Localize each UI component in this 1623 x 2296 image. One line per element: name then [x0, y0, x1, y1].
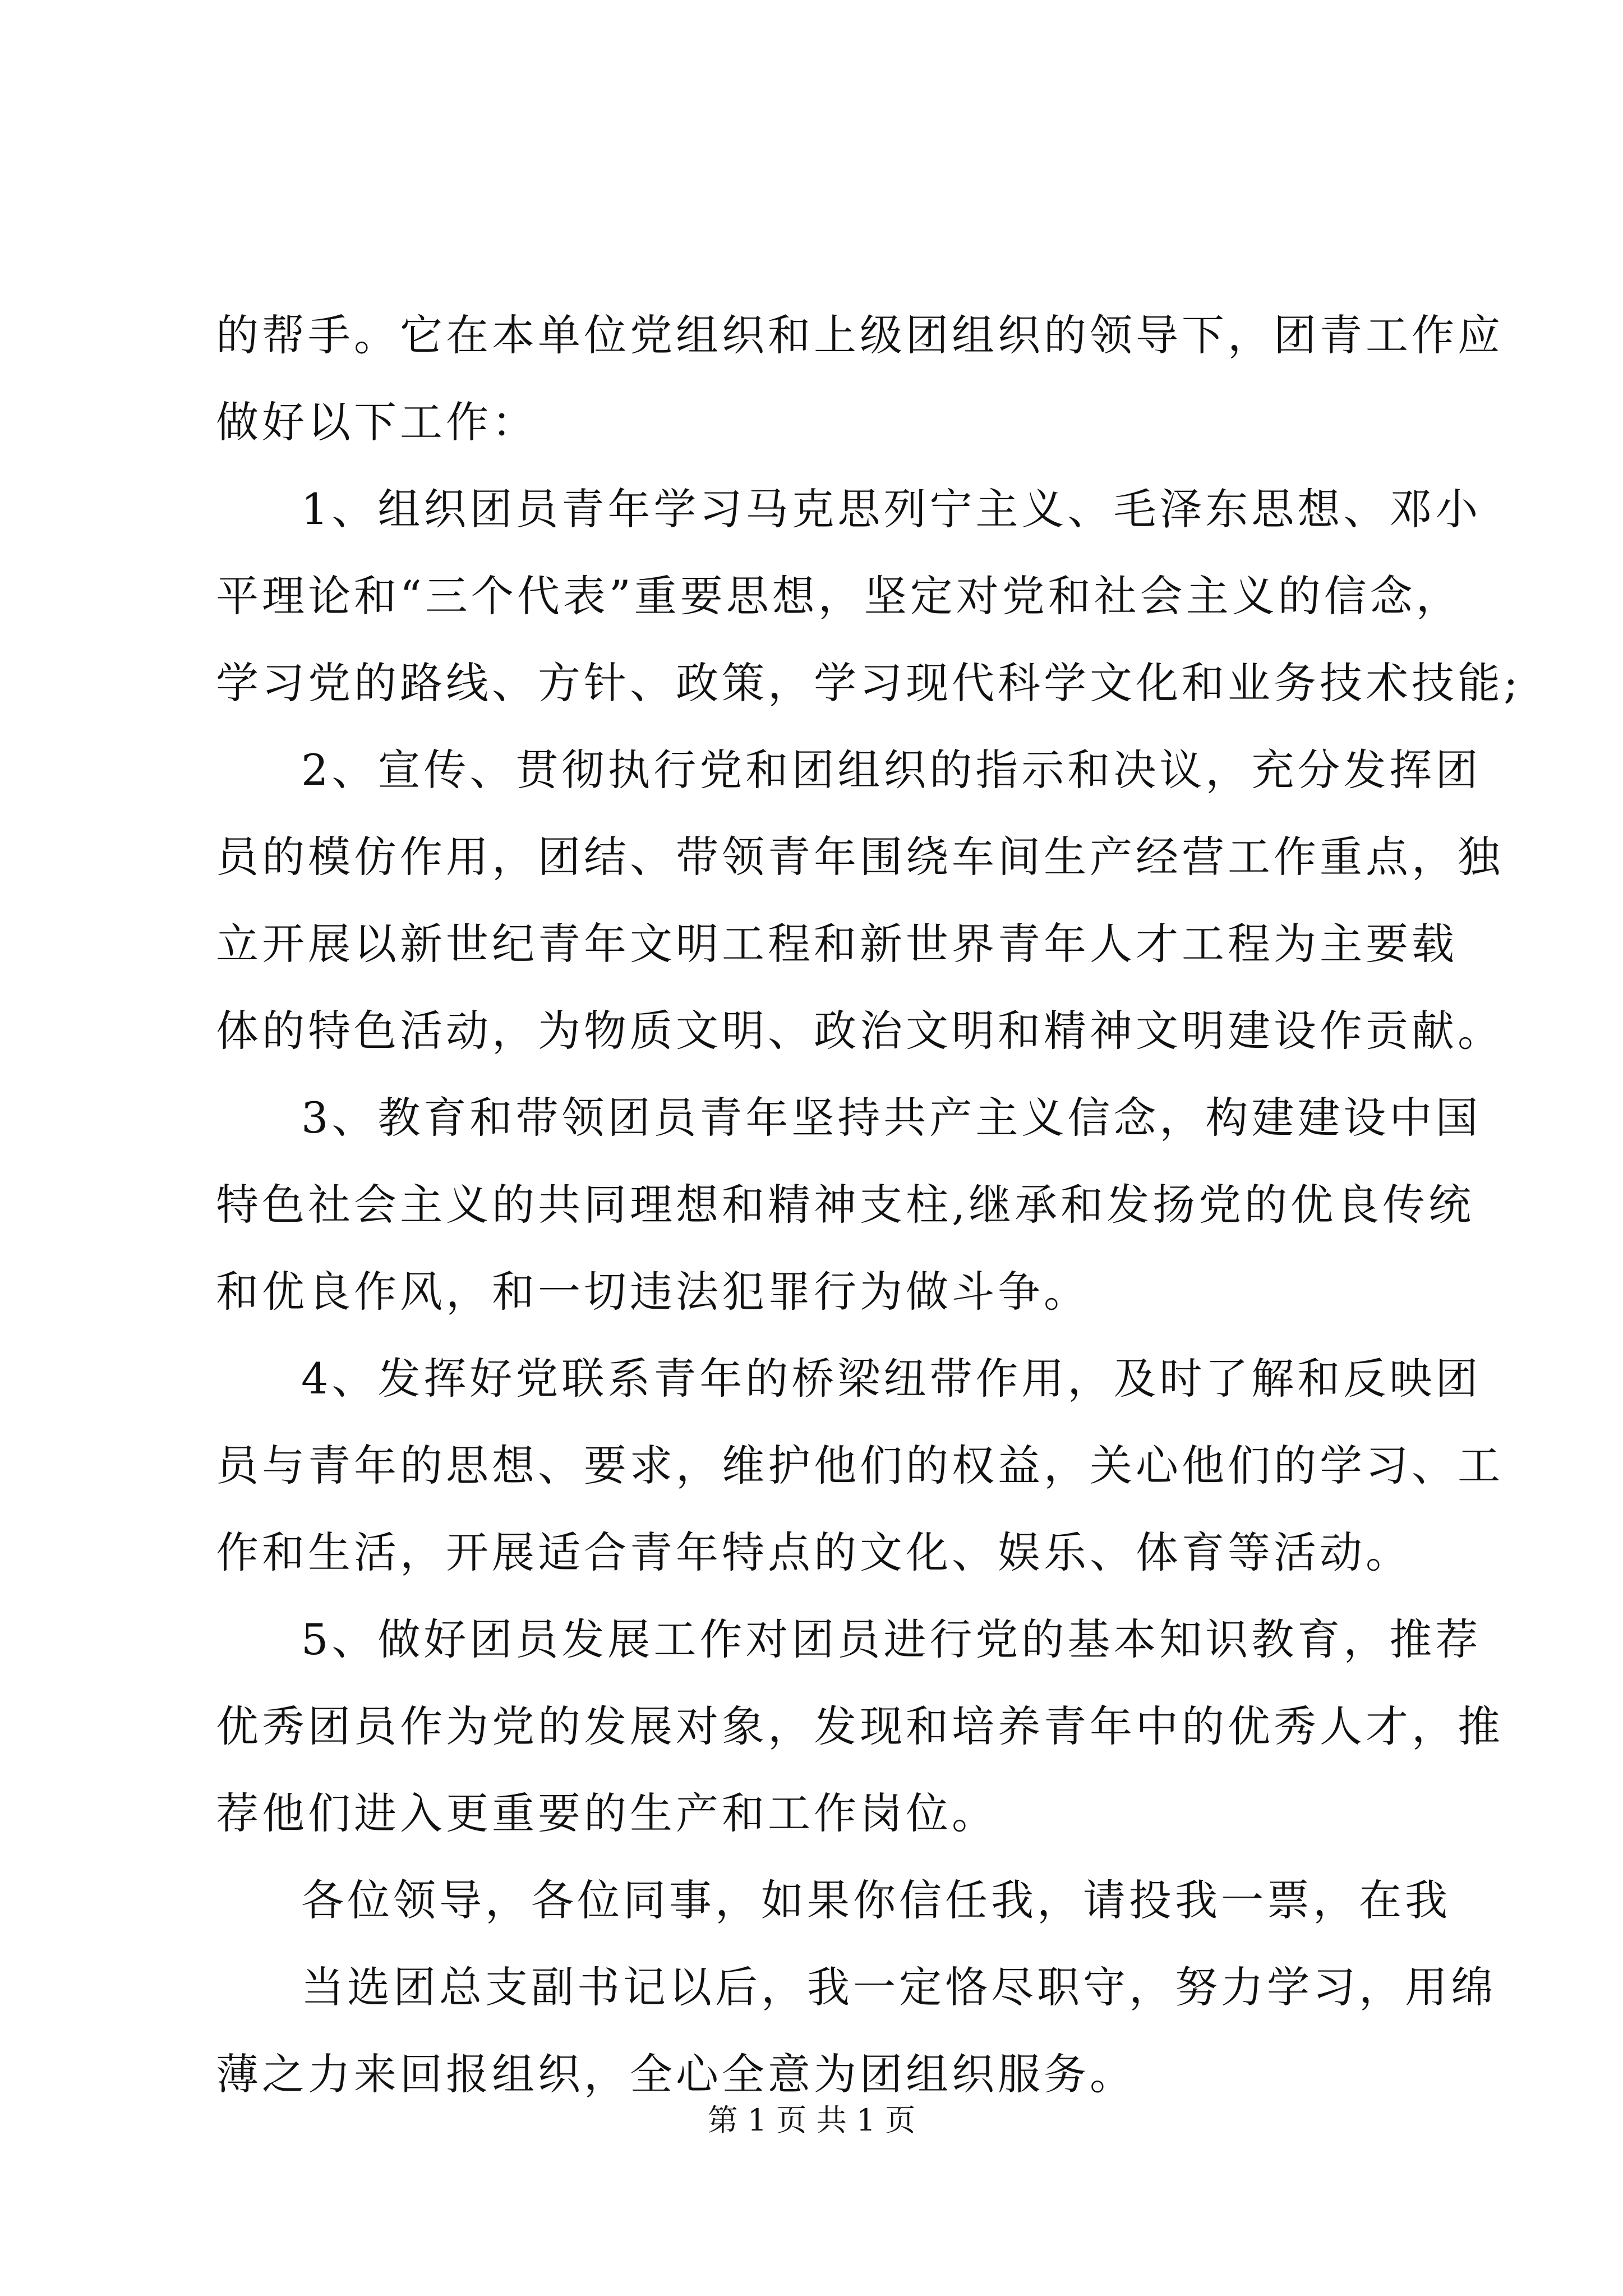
text-line: 5、做好团员发展工作对团员进行党的基本知识教育，推荐: [301, 1614, 1482, 1664]
text-line: 体的特色活动，为物质文明、政治文明和精神文明建设作贡献。: [216, 1006, 1504, 1056]
text-line: 特色社会主义的共同理想和精神支柱,继承和发扬党的优良传统: [216, 1180, 1475, 1230]
text-line: 和优良作风，和一切违法犯罪行为做斗争。: [216, 1267, 1090, 1317]
text-line: 当选团总支副书记以后，我一定恪尽职守，努力学习，用绵: [301, 1962, 1497, 2012]
text-line: 3、教育和带领团员青年坚持共产主义信念，构建建设中国: [301, 1093, 1482, 1143]
text-line: 荐他们进入更重要的生产和工作岗位。: [216, 1788, 998, 1838]
text-line: 各位领导，各位同事，如果你信任我，请投我一票，在我: [301, 1875, 1451, 1925]
page-number-footer: 第 1 页 共 1 页: [707, 2102, 916, 2138]
text-line: 1、组织团员青年学习马克思列宁主义、毛泽东思想、邓小: [301, 484, 1482, 534]
text-line: 做好以下工作：: [216, 397, 538, 447]
text-line: 作和生活，开展适合青年特点的文化、娱乐、体育等活动。: [216, 1527, 1412, 1577]
text-line: 2、宣传、贯彻执行党和团组织的指示和决议，充分发挥团: [301, 745, 1482, 795]
text-line: 平理论和“三个代表”重要思想，坚定对党和社会主义的信念，: [216, 571, 1462, 621]
text-line: 立开展以新世纪青年文明工程和新世界青年人才工程为主要载: [216, 919, 1458, 969]
text-line: 优秀团员作为党的发展对象，发现和培养青年中的优秀人才，推: [216, 1701, 1504, 1751]
text-line: 员与青年的思想、要求，维护他们的权益，关心他们的学习、工: [216, 1441, 1504, 1490]
text-line: 薄之力来回报组织，全心全意为团组织服务。: [216, 2049, 1136, 2099]
text-line: 学习党的路线、方针、政策，学习现代科学文化和业务技术技能;: [216, 658, 1521, 708]
body-text: [216, 292, 1521, 2118]
text-line: 4、发挥好党联系青年的桥梁纽带作用，及时了解和反映团: [301, 1354, 1482, 1404]
text-line: 员的模仿作用，团结、带领青年围绕车间生产经营工作重点，独: [216, 832, 1504, 882]
text-line: 的帮手。它在本单位党组织和上级团组织的领导下，团青工作应: [216, 310, 1504, 360]
